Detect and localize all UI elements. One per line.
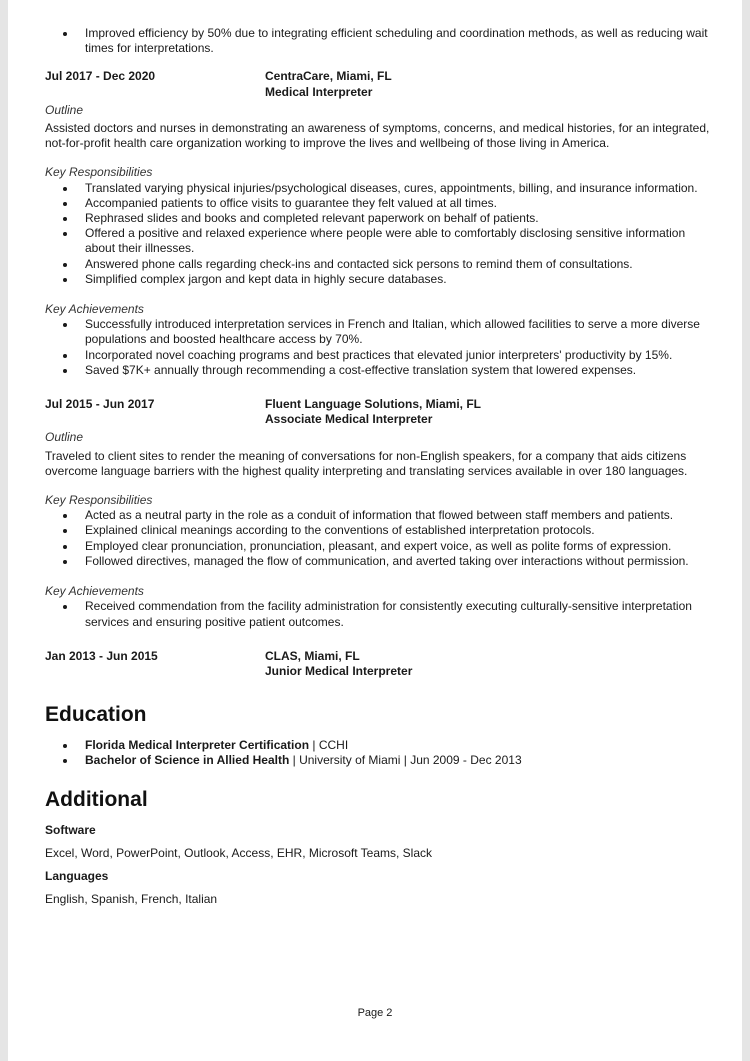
education-list bbox=[45, 738, 715, 768]
job-title: Junior Medical Interpreter bbox=[265, 663, 413, 678]
languages-list: English, Spanish, French, Italian bbox=[45, 892, 218, 907]
education-detail: | CCHI bbox=[309, 738, 349, 753]
responsibilities-label: Key Responsibilities bbox=[45, 165, 153, 180]
software-list: Excel, Word, PowerPoint, Outlook, Access, EHR, Microsoft Teams, Slack bbox=[45, 845, 433, 860]
list-item: Employed clear pronunciation, pronunciation, pleasant, and expert voice, as well as polite forms of expression. bbox=[45, 539, 715, 554]
list-item: Answered phone calls regarding check-ins and contacted sick persons to remind them of consultations. bbox=[45, 257, 715, 272]
responsibilities-label: Key Responsibilities bbox=[45, 493, 153, 508]
list-item: Offered a positive and relaxed experience where people were able to comfortably disclosing sensitive information about their illnesses. bbox=[45, 226, 715, 256]
outline-label: Outline bbox=[45, 430, 84, 445]
education-item bbox=[45, 738, 715, 753]
job-company: CentraCare, Miami, FL bbox=[265, 69, 392, 84]
education-item bbox=[45, 753, 715, 768]
education-section bbox=[45, 702, 715, 768]
job-outline: Assisted doctors and nurses in demonstrating an awareness of symptoms, concerns, and medical histories, for an integrated, not-for-profit health care organization working to improve the lives and wellbeing of those living in America. bbox=[45, 121, 710, 151]
job-dates: Jul 2017 - Dec 2020 bbox=[45, 69, 156, 84]
list-item: Rephrased slides and books and completed relevant paperwork on behalf of patients. bbox=[45, 211, 715, 226]
job-company: Fluent Language Solutions, Miami, FL bbox=[265, 397, 481, 412]
job-header bbox=[45, 69, 715, 99]
job-header bbox=[45, 397, 715, 427]
list-item: Acted as a neutral party in the role as a conduit of information that flowed between staff members and patients. bbox=[45, 508, 715, 523]
list-item: Translated varying physical injuries/psychological diseases, cures, appointments, billing, and insurance information. bbox=[45, 181, 715, 196]
page-number: Page 2 bbox=[357, 1007, 393, 1019]
resume-page bbox=[8, 0, 742, 1061]
list-item: Incorporated novel coaching programs and best practices that elevated junior interpreters' productivity by 15%. bbox=[45, 348, 715, 363]
job-dates: Jul 2015 - Jun 2017 bbox=[45, 397, 155, 412]
list-item: Explained clinical meanings according to the conventions of established interpretation protocols. bbox=[45, 523, 715, 538]
education-name: Florida Medical Interpreter Certification bbox=[85, 738, 310, 753]
outline-label: Outline bbox=[45, 102, 84, 117]
job-entry-centracare bbox=[45, 69, 715, 378]
responsibilities-list bbox=[45, 181, 715, 287]
languages-label: Languages bbox=[45, 868, 109, 883]
additional-section bbox=[45, 787, 715, 908]
list-item: Followed directives, managed the flow of communication, and averted taking over interactions without permission. bbox=[45, 554, 715, 569]
list-item: Simplified complex jargon and kept data in highly secure databases. bbox=[45, 272, 715, 287]
job-dates: Jan 2013 - Jun 2015 bbox=[45, 648, 158, 663]
education-name: Bachelor of Science in Allied Health bbox=[85, 753, 290, 768]
page-content bbox=[45, 26, 715, 907]
list-item: Improved efficiency by 50% due to integrating efficient scheduling and coordination methods, as well as reducing wait times for interpretations. bbox=[45, 26, 715, 56]
achievements-label: Key Achievements bbox=[45, 584, 144, 599]
list-item: Successfully introduced interpretation services in French and Italian, which allowed facilities to serve a more diverse populations and boosted healthcare access by 70%. bbox=[45, 317, 715, 347]
responsibilities-list bbox=[45, 508, 715, 569]
job-entry-clas bbox=[45, 649, 715, 679]
previous-job-achievements bbox=[45, 26, 715, 56]
achievements-list bbox=[45, 599, 715, 629]
section-title-additional: Additional bbox=[45, 787, 148, 811]
job-company: CLAS, Miami, FL bbox=[265, 648, 360, 663]
section-title-education: Education bbox=[45, 703, 147, 727]
list-item: Received commendation from the facility administration for consistently executing culturally-sensitive interpretation services and ensuring positive patient outcomes. bbox=[45, 599, 715, 629]
list-item: Accompanied patients to office visits to guarantee they felt valued at all times. bbox=[45, 196, 715, 211]
list-item: Saved $7K+ annually through recommending a cost-effective translation system that lowered expenses. bbox=[45, 363, 715, 378]
achievements-label: Key Achievements bbox=[45, 302, 144, 317]
job-title: Associate Medical Interpreter bbox=[265, 412, 433, 427]
job-outline: Traveled to client sites to render the meaning of conversations for non-English speakers, for a company that aids citizens overcome language barriers with the highest quality interpreting and translating services available in over 180 languages. bbox=[45, 448, 688, 478]
job-entry-fluent-language-solutions bbox=[45, 397, 715, 630]
achievements-list bbox=[45, 317, 715, 378]
job-title: Medical Interpreter bbox=[265, 84, 373, 99]
software-label: Software bbox=[45, 822, 96, 837]
job-header bbox=[45, 649, 715, 679]
education-detail: | University of Miami | Jun 2009 - Dec 2013 bbox=[289, 753, 522, 768]
